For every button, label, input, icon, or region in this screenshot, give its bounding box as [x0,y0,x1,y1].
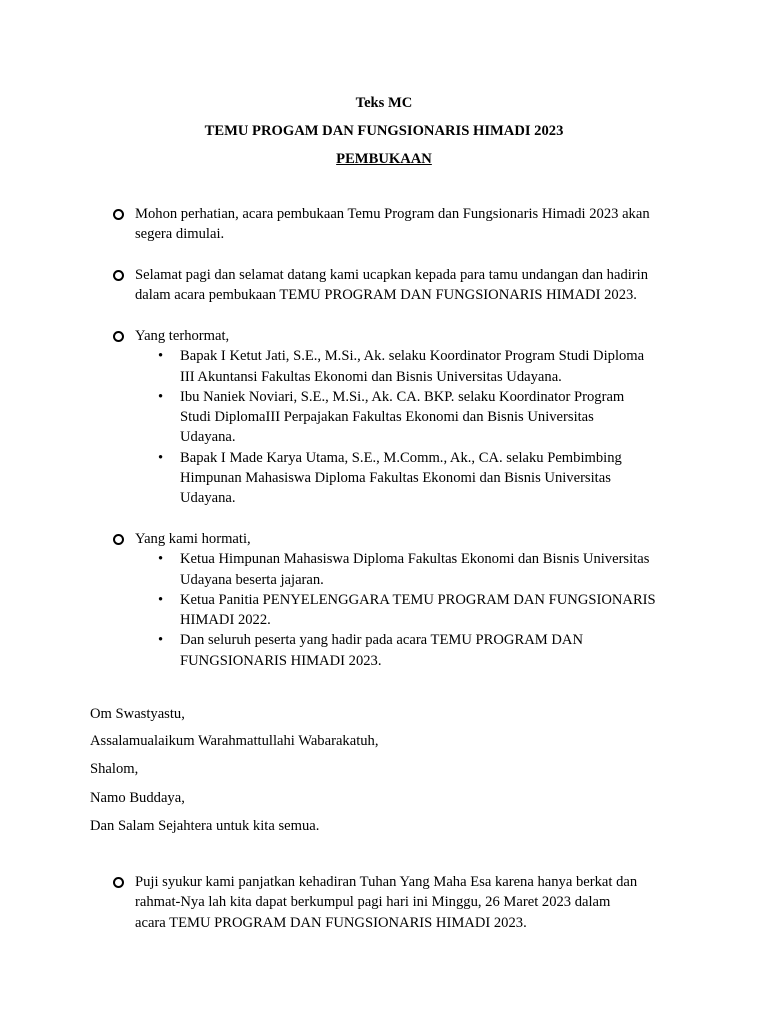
bullet-dot-icon: • [158,449,164,466]
text-line: Puji syukur kami panjatkan kehadiran Tuhan Yang Maha Esa karena hanya berkat dan [135,874,638,890]
sub-list-item [158,549,680,590]
text-line: Dan seluruh peserta yang hadir pada acara TEMU PROGRAM DAN [180,632,583,649]
item-label: Yang kami hormati, [135,531,251,547]
list-item-announcement [113,204,693,245]
circle-bullet-icon [113,331,124,342]
section-heading [0,149,768,169]
sub-list-item [158,346,680,387]
bullet-dot-icon: • [158,551,164,568]
text-line: Bapak I Made Karya Utama, S.E., M.Comm., Ak., CA. selaku Pembimbing [180,449,622,466]
text-line: dalam acara pembukaan TEMU PROGRAM DAN FUNGSIONARIS HIMADI 2023. [135,287,637,304]
bullet-dot-icon: • [158,348,164,365]
text-line: acara TEMU PROGRAM DAN FUNGSIONARIS HIMADI 2023. [135,914,527,931]
greeting-line: Om Swastyastu, [90,706,185,722]
text-line: Ketua Panitia PENYELENGGARA TEMU PROGRAM DAN FUNGSIONARIS [180,591,656,608]
list-item-respected-guests [113,529,693,671]
sub-list-item [158,630,680,671]
text-line: Udayana beserta jajaran. [180,571,324,588]
text-line: Selamat pagi dan selamat datang kami ucapkan kepada para tamu undangan dan hadirin [135,267,649,283]
text-line: III Akuntansi Fakultas Ekonomi dan Bisnis Universitas Udayana. [180,368,562,385]
text-line: Studi DiplomaIII Perpajakan Fakultas Ekonomi dan Bisnis Universitas [180,409,594,426]
circle-bullet-icon [113,877,124,888]
respected-guests-list [113,549,693,671]
bullet-dot-icon: • [158,388,164,405]
item-text [135,204,693,245]
text-line: Bapak I Ketut Jati, S.E., M.Si., Ak. selaku Koordinator Program Studi Diploma [180,348,645,365]
text-line: Ibu Naniek Noviari, S.E., M.Si., Ak. CA. BKP. selaku Koordinator Program [180,388,625,405]
sub-list-item [158,590,680,631]
text-line: Udayana. [180,490,236,507]
sub-list-item [158,448,680,509]
text-line: Himpunan Mahasiswa Diploma Fakultas Ekonomi dan Bisnis Universitas [180,470,611,487]
circle-bullet-icon [113,209,124,220]
document-title: Teks MC [355,95,413,111]
text-line: FUNGSIONARIS HIMADI 2023. [180,652,382,669]
text-line: segera dimulai. [135,226,225,243]
item-text [135,872,693,933]
list-item-welcome [113,265,693,306]
greeting-line: Namo Buddaya, [90,790,185,806]
greeting-line: Dan Salam Sejahtera untuk kita semua. [90,818,320,834]
list-item-honored-guests [113,326,693,509]
text-line: Ketua Himpunan Mahasiswa Diploma Fakultas Ekonomi dan Bisnis Universitas [180,551,650,568]
text-line: rahmat-Nya lah kita dapat berkumpul pagi hari ini Minggu, 26 Maret 2023 dalam [135,894,611,911]
bullet-dot-icon: • [158,632,164,649]
circle-bullet-icon [113,534,124,545]
section-heading-text: PEMBUKAAN [336,151,432,167]
honored-guests-list [113,346,693,508]
greeting-line: Assalamualaikum Warahmattullahi Wabarakatuh, [90,733,379,749]
bullet-dot-icon: • [158,591,164,608]
greeting-line: Shalom, [90,761,139,777]
item-text [135,265,693,306]
list-item-gratitude [113,872,693,933]
sub-list-item [158,387,680,448]
text-line: Udayana. [180,429,236,446]
text-line: Mohon perhatian, acara pembukaan Temu Program dan Fungsionaris Himadi 2023 akan [135,206,650,222]
text-line: HIMADI 2022. [180,612,271,629]
document-subtitle: TEMU PROGAM DAN FUNGSIONARIS HIMADI 2023 [204,123,564,139]
item-label: Yang terhormat, [135,328,230,344]
circle-bullet-icon [113,270,124,281]
